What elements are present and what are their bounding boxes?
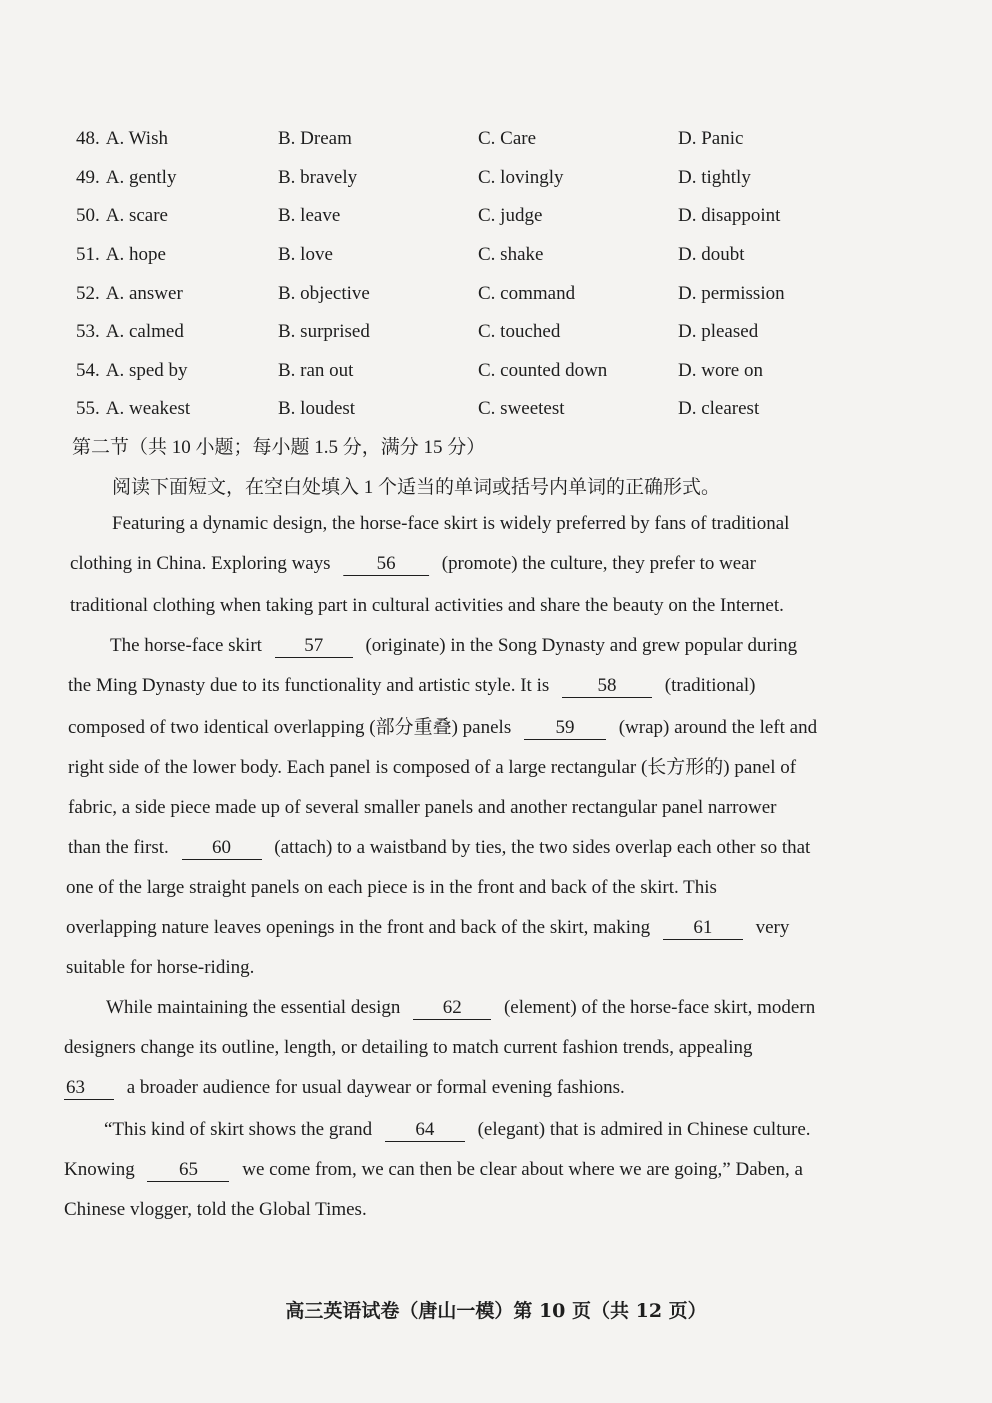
- passage-line: [66, 868, 717, 908]
- option-d[interactable]: D. clearest: [678, 398, 760, 420]
- question-number: 54.: [76, 359, 100, 381]
- passage-line: [68, 708, 817, 748]
- option-b[interactable]: B. surprised: [278, 321, 370, 343]
- option-a-text: A. sped by: [105, 359, 188, 381]
- question-number: 48.: [76, 128, 100, 150]
- passage-text: very: [755, 917, 790, 938]
- blank-58[interactable]: 58: [562, 675, 652, 698]
- section-title: 第二节（共 10 小题；每小题 1.5 分，满分 15 分）: [72, 437, 486, 458]
- option-a[interactable]: [76, 283, 278, 305]
- blank-64[interactable]: 64: [385, 1119, 465, 1142]
- options-grid: [76, 120, 876, 429]
- option-b[interactable]: B. leave: [278, 205, 341, 227]
- passage-text: (element) of the horse-face skirt, modern: [503, 997, 816, 1018]
- option-b[interactable]: B. objective: [278, 282, 370, 304]
- option-row: [76, 352, 876, 391]
- option-b[interactable]: B. ran out: [278, 359, 354, 381]
- option-row: [76, 159, 876, 198]
- blank-61[interactable]: 61: [663, 917, 743, 940]
- page-footer: 高三英语试卷（唐山一模）第 10 页（共 12 页）: [285, 1300, 707, 1322]
- question-number: 49.: [76, 166, 100, 188]
- option-row: [76, 236, 876, 275]
- option-a[interactable]: [76, 205, 278, 227]
- question-number: 55.: [76, 398, 100, 420]
- option-row: [76, 120, 876, 159]
- passage-line: [64, 1150, 803, 1190]
- passage-text: Knowing: [64, 1159, 135, 1180]
- option-d[interactable]: D. wore on: [678, 359, 763, 381]
- passage-line: [66, 908, 789, 948]
- passage-line: [68, 748, 796, 788]
- blank-60[interactable]: 60: [182, 837, 262, 860]
- option-b[interactable]: B. loudest: [278, 398, 356, 420]
- option-c[interactable]: C. sweetest: [478, 398, 565, 420]
- option-a-text: A. weakest: [105, 398, 191, 420]
- option-c[interactable]: C. shake: [478, 244, 544, 266]
- blank-59[interactable]: 59: [524, 717, 606, 740]
- passage-text: overlapping nature leaves openings in the front and back of the skirt, making: [66, 917, 651, 938]
- option-d[interactable]: D. pleased: [678, 321, 759, 343]
- blank-63[interactable]: 63: [64, 1077, 114, 1100]
- option-c[interactable]: C. lovingly: [478, 166, 564, 188]
- passage-text: one of the large straight panels on each piece is in the front and back of the skirt. This: [66, 877, 717, 898]
- passage-text: (traditional): [664, 675, 756, 696]
- option-d[interactable]: D. disappoint: [678, 205, 781, 227]
- passage-line: [66, 948, 254, 988]
- blank-57[interactable]: 57: [275, 635, 353, 658]
- option-c[interactable]: C. counted down: [478, 359, 608, 381]
- option-row: [76, 197, 876, 236]
- passage-text: (wrap) around the left and: [618, 717, 818, 738]
- passage-text: designers change its outline, length, or detailing to match current fashion trends, appealing: [64, 1037, 753, 1058]
- blank-62[interactable]: 62: [413, 997, 491, 1020]
- option-a[interactable]: [76, 398, 278, 420]
- option-a-text: A. calmed: [105, 321, 184, 343]
- passage-text: suitable for horse-riding.: [66, 957, 255, 978]
- option-b[interactable]: B. Dream: [278, 128, 352, 150]
- option-row: [76, 390, 876, 429]
- passage-line: [112, 504, 848, 544]
- option-row: [76, 313, 876, 352]
- option-d[interactable]: D. doubt: [678, 244, 745, 266]
- passage-text: (originate) in the Song Dynasty and grew popular during: [365, 635, 798, 656]
- option-d[interactable]: D. tightly: [678, 166, 751, 188]
- option-c[interactable]: C. touched: [478, 321, 561, 343]
- passage-text: (elegant) that is admired in Chinese culture.: [477, 1119, 811, 1140]
- passage-text: we come from, we can then be clear about where we are going,” Daben, a: [242, 1159, 803, 1180]
- option-c[interactable]: C. command: [478, 282, 576, 304]
- option-d[interactable]: D. permission: [678, 282, 785, 304]
- passage-text: the Ming Dynasty due to its functionality and artistic style. It is: [68, 675, 550, 696]
- option-a[interactable]: [76, 360, 278, 382]
- option-d[interactable]: D. Panic: [678, 128, 744, 150]
- passage-line: [64, 1068, 625, 1108]
- passage-text: a broader audience for usual daywear or formal evening fashions.: [126, 1077, 625, 1098]
- passage-text: than the first.: [68, 837, 169, 858]
- question-number: 51.: [76, 244, 100, 266]
- option-a[interactable]: [76, 321, 278, 343]
- passage-line: [64, 1190, 367, 1230]
- passage-line: [70, 544, 848, 584]
- passage-text: traditional clothing when taking part in cultural activities and share the beauty on the Internet.: [70, 595, 784, 616]
- passage-line: [68, 828, 810, 868]
- option-c[interactable]: C. Care: [478, 128, 537, 150]
- option-b[interactable]: B. love: [278, 244, 333, 266]
- option-a-text: A. answer: [105, 282, 183, 304]
- option-a-text: A. scare: [105, 205, 168, 227]
- blank-56[interactable]: 56: [343, 553, 429, 576]
- option-a[interactable]: [76, 167, 278, 189]
- instruction: 阅读下面短文，在空白处填入 1 个适当的单词或括号内单词的正确形式。: [112, 477, 721, 498]
- passage-text: Chinese vlogger, told the Global Times.: [64, 1199, 367, 1220]
- passage-text: Featuring a dynamic design, the horse-face skirt is widely preferred by fans of traditional: [112, 513, 790, 534]
- option-a[interactable]: [76, 128, 278, 150]
- passage-line: [106, 988, 815, 1028]
- option-a[interactable]: [76, 244, 278, 266]
- passage-line: [104, 1110, 811, 1150]
- passage-line: [70, 586, 784, 626]
- option-c[interactable]: C. judge: [478, 205, 543, 227]
- passage-line: [64, 1028, 753, 1068]
- passage-text: (promote) the culture, they prefer to wear: [441, 553, 756, 574]
- question-number: 52.: [76, 282, 100, 304]
- passage-text: While maintaining the essential design: [106, 997, 401, 1018]
- passage-line: [68, 788, 776, 828]
- passage-text: composed of two identical overlapping (部分重叠) panels: [68, 717, 512, 738]
- passage-text: “This kind of skirt shows the grand: [104, 1119, 373, 1140]
- passage-text: right side of the lower body. Each panel is composed of a large rectangular (长方形的) panel of: [68, 757, 797, 778]
- passage-text: The horse-face skirt: [110, 635, 262, 656]
- passage-text: fabric, a side piece made up of several smaller panels and another rectangular panel narrower: [68, 797, 777, 818]
- option-row: [76, 274, 876, 313]
- option-a-text: A. hope: [105, 244, 166, 266]
- option-a-text: A. Wish: [105, 128, 168, 150]
- option-a-text: A. gently: [105, 166, 177, 188]
- question-number: 53.: [76, 321, 100, 343]
- blank-65[interactable]: 65: [147, 1159, 229, 1182]
- passage-text: (attach) to a waistband by ties, the two sides overlap each other so that: [274, 837, 811, 858]
- passage-line: [68, 666, 756, 706]
- option-b[interactable]: B. bravely: [278, 166, 358, 188]
- passage-line: [110, 626, 797, 666]
- question-number: 50.: [76, 205, 100, 227]
- passage-text: clothing in China. Exploring ways: [70, 553, 331, 574]
